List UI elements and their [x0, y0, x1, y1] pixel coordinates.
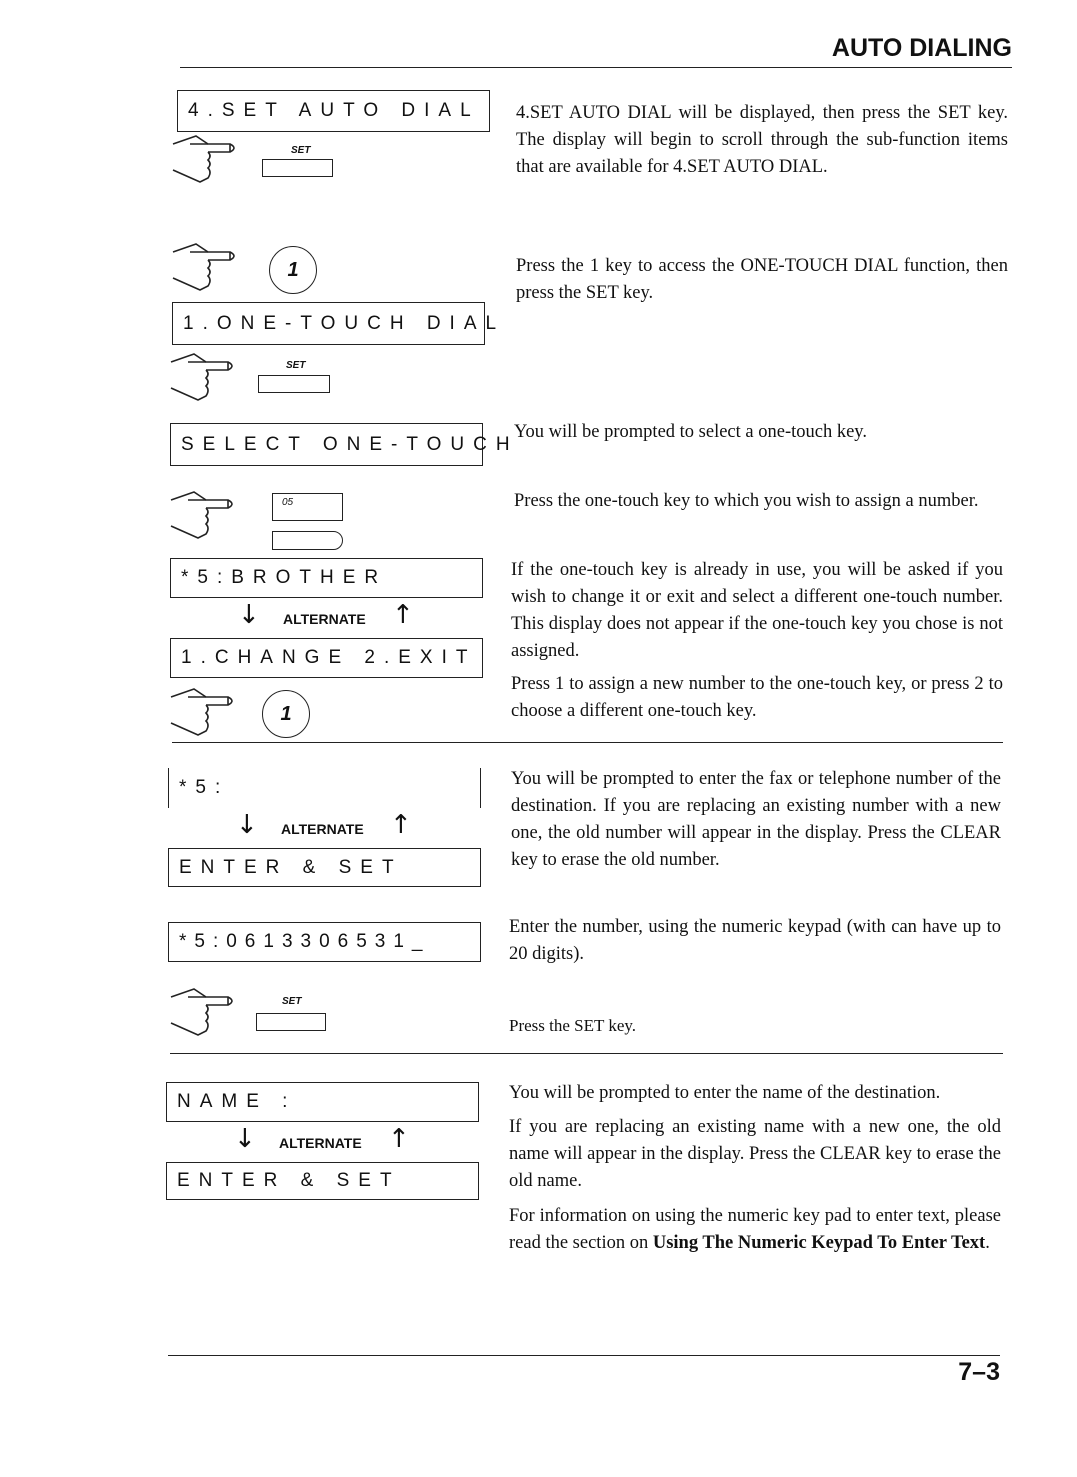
arrow-down-icon: ↓	[234, 1124, 256, 1154]
lcd-display: *5:BROTHER	[170, 558, 483, 598]
text-part: For information on using the numeric key pad to enter text, please read the section on	[509, 1206, 1001, 1253]
pointing-hand-icon	[166, 685, 246, 740]
lcd-display: NAME :	[166, 1082, 479, 1122]
lcd-display: 1.CHANGE 2.EXIT	[170, 638, 483, 678]
set-key-label: SET	[282, 996, 302, 1007]
pointing-hand-icon	[168, 132, 248, 187]
step-text: Press the 1 key to access the ONE-TOUCH DIAL function, then press the SET key.	[516, 256, 1008, 303]
step-text: You will be prompted to enter the name of the destination.	[509, 1083, 941, 1103]
alternate-label: ALTERNATE	[279, 1135, 362, 1151]
arrow-down-icon: ↓	[238, 600, 260, 630]
key-1-icon: 1	[262, 690, 310, 738]
step-text: You will be prompted to select a one-touch key.	[514, 422, 867, 442]
step-text	[509, 1203, 1001, 1257]
set-key-label: SET	[291, 145, 311, 156]
step-text: Enter the number, using the numeric keypad (with can have up to 20 digits).	[509, 917, 1001, 964]
lcd-display: 4.SET AUTO DIAL	[177, 90, 490, 132]
key-1-icon: 1	[269, 246, 317, 294]
lcd-display: SELECT ONE-TOUCH	[170, 423, 483, 466]
pointing-hand-icon	[166, 488, 246, 543]
lcd-display: *5:	[168, 768, 481, 808]
pointing-hand-icon	[168, 240, 248, 295]
step-text: Press the one-touch key to which you wish to assign a number.	[514, 491, 979, 511]
arrow-up-icon: ↑	[390, 810, 412, 840]
step-text: Press the SET key.	[509, 1016, 637, 1035]
one-touch-key	[272, 531, 343, 550]
step-text: Press 1 to assign a new number to the one-touch key, or press 2 to choose a different one-touch key.	[511, 674, 1003, 721]
pointing-hand-icon	[166, 350, 246, 405]
alternate-label: ALTERNATE	[281, 821, 364, 837]
page-header-title: AUTO DIALING	[831, 34, 1012, 62]
step-text: You will be prompted to enter the fax or telephone number of the destination. If you are replacing an existing number with a new one, the old number will appear in the display. Press the CLEAR key to erase the old number.	[511, 769, 1001, 870]
text-part: .	[985, 1233, 990, 1253]
arrow-up-icon: ↑	[388, 1124, 410, 1154]
lcd-display: *5:0613306531_	[168, 922, 481, 962]
section-reference-link: Using The Numeric Keypad To Enter Text	[652, 1233, 986, 1253]
arrow-up-icon: ↑	[392, 600, 414, 630]
lcd-display: ENTER & SET	[166, 1162, 479, 1200]
set-key	[258, 375, 330, 393]
pointing-hand-icon	[166, 985, 246, 1040]
step-text: If you are replacing an existing name with a new one, the old name will appear in the display. Press the CLEAR key to erase the old name.	[509, 1117, 1001, 1191]
section-rule	[172, 742, 1003, 743]
step-text: If the one-touch key is already in use, you will be asked if you wish to change it or exit and select a different one-touch number. This display does not appear if the one-touch key you chose is not assigned.	[511, 560, 1003, 661]
set-key-label: SET	[286, 360, 306, 371]
header-rule	[180, 67, 1012, 68]
alternate-label: ALTERNATE	[283, 611, 366, 627]
section-rule	[170, 1053, 1003, 1054]
step-text: 4.SET AUTO DIAL will be displayed, then press the SET key. The display will begin to scroll through the sub-function items that are available for 4.SET AUTO DIAL.	[516, 103, 1008, 177]
one-touch-key-label: 05	[282, 497, 294, 508]
lcd-display: ENTER & SET	[168, 848, 481, 887]
arrow-down-icon: ↓	[236, 810, 258, 840]
footer-rule	[168, 1355, 1000, 1356]
page-number: 7–3	[958, 1358, 1000, 1386]
lcd-display: 1.ONE-TOUCH DIAL	[172, 302, 485, 345]
set-key	[256, 1013, 326, 1031]
set-key	[262, 159, 333, 177]
